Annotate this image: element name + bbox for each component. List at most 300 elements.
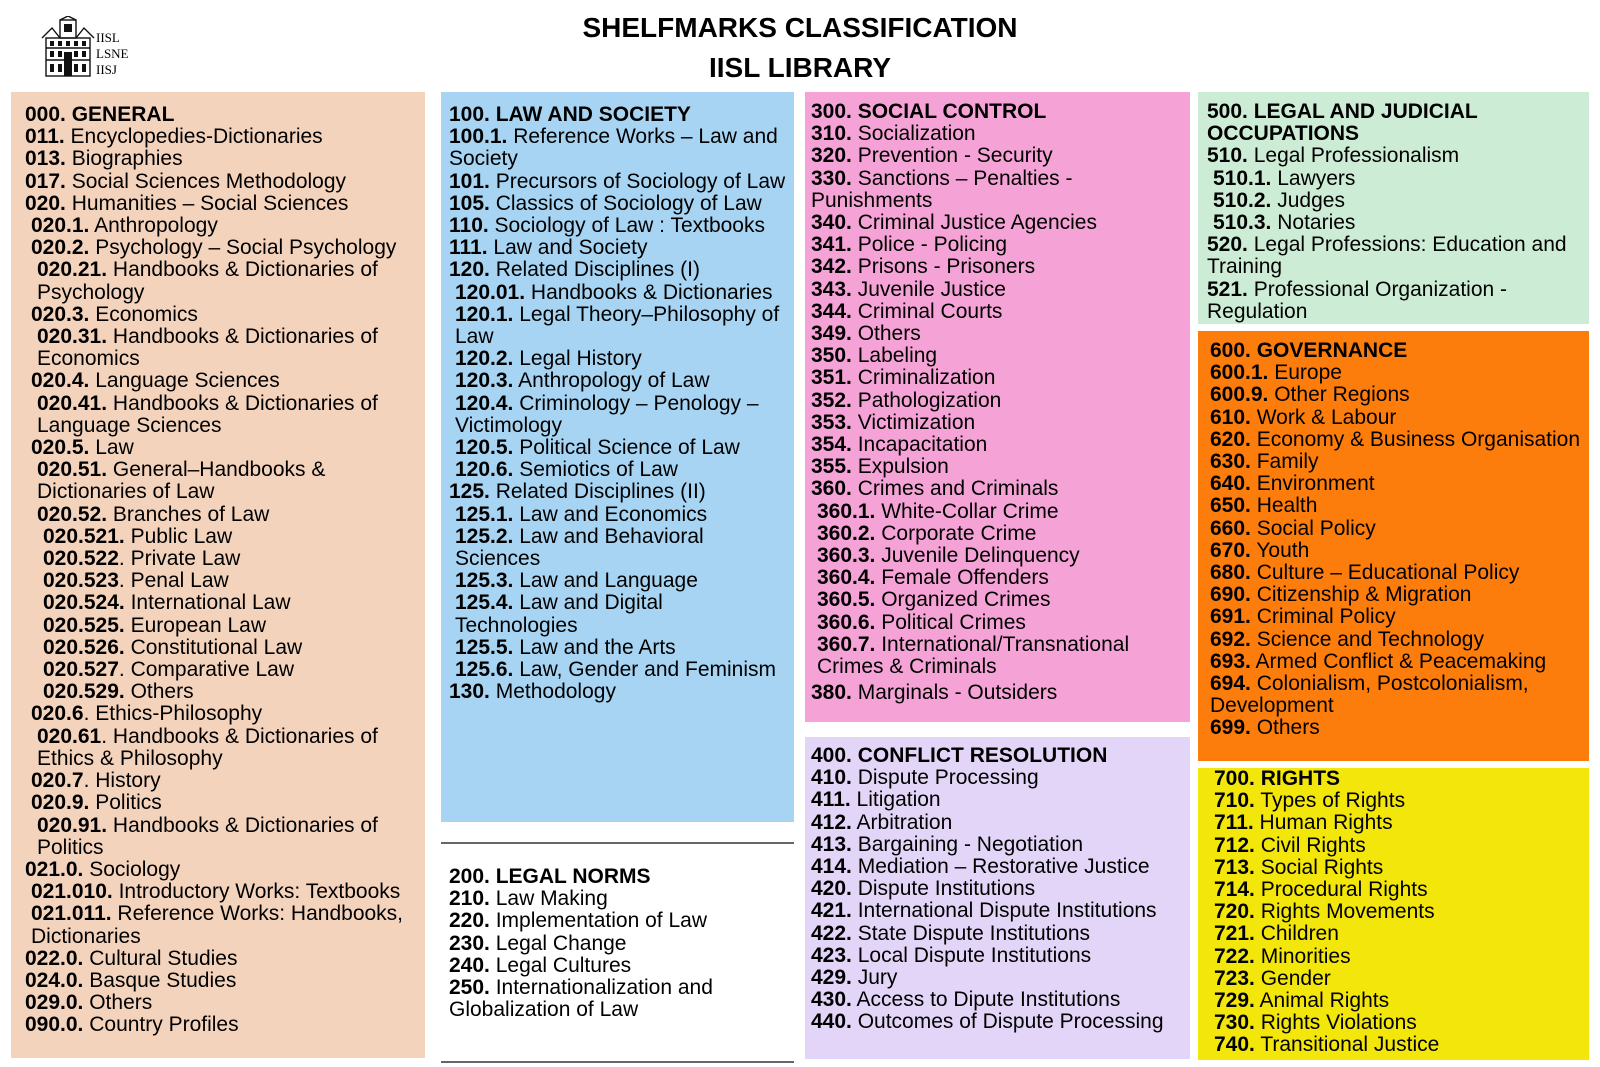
entry-code: 692. [1210, 627, 1251, 651]
classification-entry [449, 348, 788, 370]
entry-code: 510.2. [1213, 188, 1272, 212]
entry-label: Human Rights [1253, 811, 1393, 835]
entry-code: 110. [449, 214, 489, 238]
classification-entry [25, 903, 425, 947]
entry-label: Access to Dipute Institutions [851, 988, 1121, 1012]
classification-entry [449, 126, 788, 170]
entry-code: 020.21. [37, 258, 108, 282]
entry-label: Police - Policing [851, 233, 1008, 257]
classification-entry [449, 681, 788, 703]
classification-entry [25, 370, 425, 392]
classification-entry [1210, 407, 1589, 429]
classification-entry [811, 256, 1182, 278]
entry-code: 410. [811, 766, 852, 790]
entry-code: 713. [1214, 855, 1255, 879]
panel-100-law-and-society [441, 92, 794, 822]
entry-label: Social Rights [1254, 855, 1384, 879]
classification-entry [1207, 145, 1579, 167]
entry-label: Biographies [65, 147, 183, 171]
entry-code: 020.525. [43, 613, 125, 637]
entry-label: State Dispute Institutions [851, 921, 1091, 945]
entry-label: Health [1250, 494, 1318, 518]
classification-entry [1214, 968, 1589, 990]
entry-code: 620. [1210, 427, 1251, 451]
entry-label: Reference Works – Law and Society [449, 125, 778, 171]
entry-code: 340. [811, 211, 852, 235]
entry-code: 125.6. [455, 658, 514, 682]
entry-code: 411. [811, 788, 851, 812]
classification-entry [25, 548, 425, 570]
classification-entry [811, 856, 1190, 878]
entry-label: Legal Cultures [489, 953, 632, 977]
entry-label: Corporate Crime [875, 521, 1037, 545]
entry-code: 350. [811, 344, 852, 368]
entry-code: 422. [811, 921, 852, 945]
entry-code: 510.1. [1213, 166, 1272, 190]
classification-entry [449, 171, 788, 193]
entry-label: Related Disciplines (II) [489, 480, 706, 504]
entry-label: International Dispute Institutions [851, 899, 1157, 923]
classification-entry [1210, 584, 1589, 606]
entry-label: LEGAL NORMS [495, 865, 651, 888]
classification-entry [811, 367, 1182, 389]
classification-entry [25, 326, 425, 370]
entry-label: Procedural Rights [1254, 878, 1428, 902]
classification-entry [1214, 923, 1589, 945]
classification-entry [25, 504, 425, 526]
entry-code: 354. [811, 433, 852, 457]
entry-label: Outcomes of Dispute Processing [851, 1010, 1164, 1034]
section-heading [449, 866, 774, 888]
entry-label: Law and Behavioral Sciences [455, 524, 704, 571]
entry-label: Law and Digital Technologies [455, 591, 663, 637]
classification-entry [1210, 540, 1589, 562]
entry-code: 125.5. [455, 635, 514, 659]
classification-entry [449, 459, 788, 481]
entry-label: Sociology [83, 857, 181, 881]
classification-entry [1207, 212, 1579, 234]
classification-entry [1210, 451, 1589, 473]
classification-entry [25, 881, 425, 903]
classification-entry [449, 504, 788, 526]
entry-label: Law and Language [513, 569, 698, 593]
classification-entry [811, 523, 1182, 545]
entry-code: 640. [1210, 472, 1251, 496]
entry-label: Youth [1250, 538, 1310, 562]
classification-entry [25, 437, 425, 459]
entry-code: 691. [1210, 605, 1251, 629]
entry-code: 400. [811, 744, 858, 767]
entry-code: 120.3. [455, 369, 514, 393]
entry-label: Dispute Processing [851, 766, 1039, 790]
entry-label: Others [83, 991, 153, 1015]
entry-code: 125.1. [455, 502, 514, 526]
entry-label: Implementation of Law [489, 909, 707, 933]
entry-label: Litigation [850, 788, 941, 812]
entry-label: Semiotics of Law [513, 458, 678, 482]
classification-entry [811, 145, 1182, 167]
entry-label: Environment [1250, 472, 1375, 496]
entry-label: Legal Change [489, 931, 627, 955]
panel-600-governance [1198, 331, 1589, 761]
page-title: SHELFMARKS CLASSIFICATION [582, 12, 1018, 43]
entry-label: Sanctions – Penalties - Punishments [811, 166, 1073, 212]
classification-entry [811, 945, 1190, 967]
entry-label: Juvenile Delinquency [875, 544, 1080, 568]
classification-entry [25, 792, 425, 814]
classification-entry [25, 659, 425, 681]
classification-entry [449, 282, 788, 304]
classification-entry [811, 478, 1182, 500]
classification-entry [811, 412, 1182, 434]
entry-code: 000. [25, 103, 72, 126]
divider-bottom [441, 1061, 794, 1063]
classification-entry [25, 970, 425, 992]
entry-label: Reference Works: Handbooks, Dictionaries [31, 902, 404, 948]
entry-label: Mediation – Restorative Justice [851, 855, 1150, 879]
classification-entry [25, 637, 425, 659]
entry-label: LAW AND SOCIETY [495, 103, 691, 126]
entry-label: Anthropology of Law [513, 369, 710, 393]
classification-entry [1214, 901, 1589, 923]
entry-label: Labeling [851, 344, 938, 368]
classification-entry [811, 1011, 1190, 1033]
entry-label: Lawyers [1271, 166, 1356, 190]
classification-entry [811, 682, 1182, 704]
panel-500-legal-and-judicial-occupations [1198, 92, 1589, 324]
entry-code: 690. [1210, 583, 1251, 607]
entry-code: 022.0. [25, 946, 84, 970]
entry-code: 120.5. [455, 436, 514, 460]
entry-label: International/Transnational Crimes & Criminals [817, 632, 1130, 679]
entry-label: Local Dispute Institutions [851, 943, 1092, 967]
entry-code: 740. [1214, 1033, 1255, 1057]
entry-code: 310. [811, 122, 852, 146]
entry-code: 250. [449, 976, 490, 1000]
entry-code: 020.3. [31, 302, 90, 326]
classification-entry [811, 878, 1190, 900]
entry-code: 380. [811, 681, 852, 705]
classification-entry [25, 148, 425, 170]
entry-code: 600. [1210, 339, 1257, 362]
entry-code: 600.1. [1210, 361, 1269, 385]
entry-code: 722. [1214, 944, 1255, 968]
section-heading [811, 745, 1190, 767]
entry-label: Female Offenders [875, 566, 1049, 590]
entry-label: Precursors of Sociology of Law [489, 169, 786, 193]
classification-entry [25, 126, 425, 148]
entry-code: 220. [449, 909, 490, 933]
classification-entry [811, 834, 1190, 856]
entry-code: 020.31. [37, 325, 108, 349]
classification-entry [449, 193, 788, 215]
entry-code: 360.7. [817, 632, 876, 656]
entry-label: Jury [851, 966, 898, 990]
entry-label: Juvenile Justice [851, 277, 1006, 301]
entry-code: 020.6 [31, 702, 84, 726]
entry-code: 020.1. [31, 214, 90, 238]
entry-code: 351. [811, 366, 852, 390]
entry-code: 120. [449, 258, 490, 282]
entry-code: 024.0. [25, 968, 84, 992]
entry-label: Handbooks & Dictionaries of Psychology [37, 258, 378, 304]
entry-code: 120.1. [455, 302, 514, 326]
classification-entry [1210, 651, 1589, 673]
entry-label: Marginals - Outsiders [851, 681, 1058, 705]
entry-label: Law and the Arts [513, 635, 676, 659]
entry-code: 360. [811, 477, 852, 501]
entry-label: Types of Rights [1254, 789, 1406, 813]
entry-code: 610. [1210, 405, 1251, 429]
classification-entry [25, 526, 425, 548]
entry-label: Minorities [1254, 944, 1351, 968]
entry-label: Handbooks & Dictionaries [525, 280, 773, 304]
entry-label: Others [1250, 716, 1320, 740]
entry-code: 020.521. [43, 524, 125, 548]
classification-entry [811, 589, 1182, 611]
classification-entry [449, 910, 774, 932]
entry-label: Language Sciences [89, 369, 280, 393]
entry-label: Rights Movements [1254, 900, 1435, 924]
entry-label: GOVERNANCE [1256, 339, 1408, 362]
entry-code: 020.51. [37, 458, 108, 482]
classification-entry [1207, 168, 1579, 190]
entry-code: 020.2. [31, 236, 90, 260]
entry-code: 130. [449, 680, 490, 704]
entry-label: . Handbooks & Dictionaries of Ethics & Philosophy [37, 724, 378, 770]
entry-code: 355. [811, 455, 852, 479]
entry-code: 101. [449, 169, 490, 193]
entry-label: Pathologization [851, 388, 1002, 412]
classification-entry [1214, 879, 1589, 901]
classification-entry [811, 301, 1182, 323]
entry-label: Others [124, 680, 194, 704]
classification-entry [811, 545, 1182, 567]
entry-label: Europe [1268, 361, 1342, 385]
entry-label: International Law [124, 591, 291, 615]
entry-code: 521. [1207, 277, 1248, 301]
entry-code: 020.4. [31, 369, 90, 393]
classification-entry [25, 770, 425, 792]
classification-entry [449, 526, 788, 570]
entry-label: Related Disciplines (I) [489, 258, 700, 282]
entry-code: 020.527 [43, 658, 119, 682]
classification-entry [1210, 562, 1589, 584]
entry-code: 730. [1214, 1011, 1255, 1035]
entry-code: 720. [1214, 900, 1255, 924]
entry-label: Work & Labour [1250, 405, 1397, 429]
entry-label: Expulsion [851, 455, 949, 479]
classification-entry [811, 390, 1182, 412]
entry-code: 020.61 [37, 724, 102, 748]
classification-entry [449, 933, 774, 955]
entry-label: Criminal Policy [1250, 605, 1396, 629]
entry-label: Economy & Business Organisation [1250, 427, 1581, 451]
classification-entry [1214, 1034, 1589, 1056]
entry-label: Children [1254, 922, 1339, 946]
classification-entry [811, 234, 1182, 256]
classification-entry [25, 304, 425, 326]
panel-000-general [11, 92, 425, 1058]
classification-entry [811, 989, 1190, 1011]
entry-code: 360.2. [817, 521, 876, 545]
entry-code: 020.41. [37, 391, 108, 415]
entry-label: Law and Economics [513, 502, 708, 526]
entry-label: Others [851, 322, 921, 346]
entry-label: Culture – Educational Policy [1250, 561, 1520, 585]
entry-code: 210. [449, 887, 490, 911]
entry-code: 630. [1210, 450, 1251, 474]
entry-code: 360.4. [817, 566, 876, 590]
classification-entry [449, 304, 788, 348]
classification-entry [25, 592, 425, 614]
entry-code: 330. [811, 166, 852, 190]
entry-code: 020.5. [31, 436, 90, 460]
classification-entry [449, 481, 788, 503]
entry-label: White-Collar Crime [875, 499, 1059, 523]
entry-label: Legal Professions: Education and Training [1207, 233, 1567, 279]
classification-entry [449, 393, 788, 437]
entry-code: 017. [25, 169, 66, 193]
entry-code: 341. [811, 233, 852, 257]
entry-label: Branches of Law [107, 502, 270, 526]
entry-label: Classics of Sociology of Law [489, 191, 762, 215]
entry-code: 670. [1210, 538, 1251, 562]
classification-entry [25, 237, 425, 259]
classification-entry [449, 237, 788, 259]
entry-label: Criminal Courts [851, 299, 1003, 323]
entry-code: 125.4. [455, 591, 514, 615]
entry-code: 125.3. [455, 569, 514, 593]
entry-code: 200. [449, 865, 496, 888]
entry-label: Prisons - Prisoners [851, 255, 1036, 279]
classification-entry [811, 323, 1182, 345]
classification-entry [811, 345, 1182, 367]
classification-entry [811, 923, 1190, 945]
entry-label: Transitional Justice [1254, 1033, 1440, 1057]
classification-entry [449, 955, 774, 977]
entry-code: 029.0. [25, 991, 84, 1015]
entry-label: Colonialism, Postcolonialism, Development [1210, 672, 1529, 718]
classification-entry [811, 501, 1182, 523]
entry-code: 414. [811, 855, 852, 879]
classification-entry [25, 215, 425, 237]
classification-entry [25, 726, 425, 770]
entry-label: Law [89, 436, 134, 460]
entry-label: Anthropology [89, 214, 218, 238]
entry-code: 711. [1214, 811, 1254, 835]
classification-entry [811, 123, 1182, 145]
entry-code: 020. [25, 191, 66, 215]
entry-code: 020.529. [43, 680, 125, 704]
entry-label: Economics [89, 302, 198, 326]
entry-label: Criminology – Penology – Victimology [455, 391, 759, 437]
classification-entry [449, 637, 788, 659]
entry-label: Psychology – Social Psychology [89, 236, 397, 260]
classification-entry [811, 279, 1182, 301]
classification-entry [1214, 1012, 1589, 1034]
entry-code: 021.011. [31, 902, 112, 926]
entry-code: 694. [1210, 672, 1251, 696]
entry-label: . Comparative Law [118, 658, 294, 682]
entry-code: 723. [1214, 966, 1255, 990]
logo-line: LSNE [96, 46, 129, 61]
entry-label: Criminalization [851, 366, 996, 390]
section-heading [1214, 768, 1589, 790]
entry-code: 300. [811, 100, 858, 123]
entry-code: 021.0. [25, 857, 84, 881]
entry-label: General–Handbooks & Dictionaries of Law [37, 458, 326, 504]
entry-code: 020.523 [43, 569, 119, 593]
entry-label: . History [83, 769, 161, 793]
entry-code: 090.0. [25, 1013, 84, 1037]
entry-code: 100.1. [449, 125, 508, 149]
classification-entry [811, 767, 1190, 789]
entry-label: Handbooks & Dictionaries of Language Sciences [37, 391, 378, 437]
classification-entry [25, 815, 425, 859]
classification-entry [449, 570, 788, 592]
classification-entry [1210, 473, 1589, 495]
entry-label: Constitutional Law [124, 635, 303, 659]
classification-entry [25, 948, 425, 970]
entry-code: 349. [811, 322, 852, 346]
entry-label: Methodology [489, 680, 616, 704]
classification-entry [449, 592, 788, 636]
entry-label: Organized Crimes [875, 588, 1051, 612]
entry-label: Basque Studies [83, 968, 237, 992]
entry-label: Public Law [124, 524, 233, 548]
entry-code: 510. [1207, 144, 1248, 168]
section-heading [811, 101, 1182, 123]
classification-entry [811, 567, 1182, 589]
panel-300-social-control [805, 92, 1190, 722]
entry-label: Animal Rights [1254, 989, 1390, 1013]
section-heading [1207, 101, 1579, 145]
classification-entry [1210, 629, 1589, 651]
entry-label: . Ethics-Philosophy [83, 702, 263, 726]
entry-code: 650. [1210, 494, 1251, 518]
entry-label: SOCIAL CONTROL [857, 100, 1047, 123]
section-heading [1210, 340, 1589, 362]
entry-code: 430. [811, 988, 852, 1012]
classification-entry [1210, 429, 1589, 451]
classification-entry [1214, 857, 1589, 879]
entry-label: Notaries [1271, 211, 1356, 235]
entry-label: European Law [124, 613, 267, 637]
panel-200-legal-norms [441, 858, 794, 1056]
classification-entry [25, 703, 425, 725]
classification-entry [1210, 606, 1589, 628]
classification-entry [449, 888, 774, 910]
entry-code: 020.522 [43, 547, 119, 571]
classification-entry [811, 168, 1182, 212]
classification-entry [1210, 384, 1589, 406]
entry-label: Professional Organization - Regulation [1207, 277, 1508, 323]
entry-label: Dispute Institutions [851, 877, 1036, 901]
classification-entry [1210, 717, 1589, 739]
entry-label: . Private Law [118, 547, 241, 571]
entry-code: 420. [811, 877, 852, 901]
entry-code: 344. [811, 299, 852, 323]
classification-entry [811, 612, 1182, 634]
entry-code: 013. [25, 147, 66, 171]
entry-code: 500. [1207, 100, 1254, 123]
classification-entry [449, 259, 788, 281]
entry-label: CONFLICT RESOLUTION [857, 744, 1108, 767]
entry-label: Law Making [489, 887, 608, 911]
entry-code: 320. [811, 144, 852, 168]
classification-entry [25, 193, 425, 215]
